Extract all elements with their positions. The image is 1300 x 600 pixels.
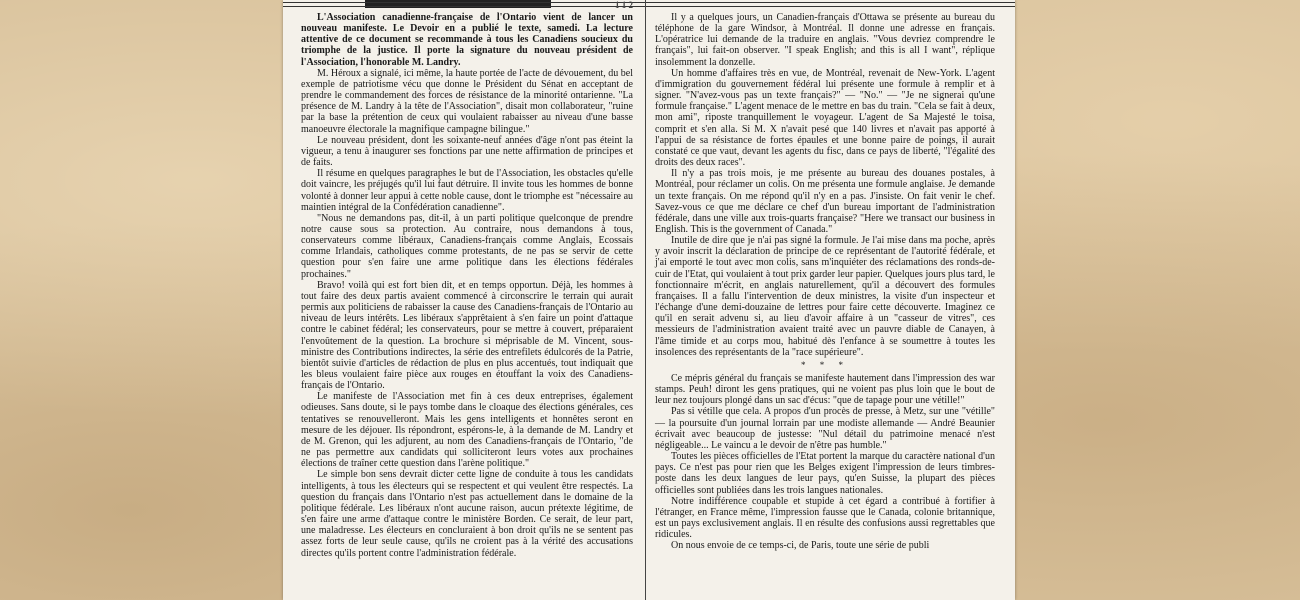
paragraph: Toutes les pièces officielles de l'Etat portent la marque du caractère national d'un pays. Ce n'est pas pour rien que les Belges exigent l'impression de leurs timbres-poste dans les deux langues de leur pays, qu'en Suisse, la plupart des pièces officielles sont publiées dans les trois langues nationales. bbox=[655, 451, 995, 496]
paragraph: Il y a quelques jours, un Canadien-français d'Ottawa se présente au bureau du téléphone de la gare Windsor, à Montréal. Il donne une adresse en français. L'opératrice lui demande de la traduire en anglais. "Vous devriez comprendre le français", lui fait-on observer. "I speak English; and this is all I want", réplique insolemment la donzelle. bbox=[655, 12, 995, 68]
section-separator: * * * bbox=[801, 359, 849, 370]
paragraph: Le simple bon sens devrait dicter cette ligne de conduite à tous les candidats intelligents, à tous les électeurs qui se respectent et qui veulent être respectés. La question du français dans l'Ontario n'est pas actuellement dans le domaine de la politique fédérale. Les libéraux n'ont aucune raison, aucun prétexte légitime, de s'en faire une arme d'attaque contre le ministère Borden. Ce serait, de leur part, une maladresse. Les électeurs en concluraient à bon droit qu'ils ne se sentent pas assez forts de leur seule cause, qu'ils ne croient pas à la vérité des accusations directes qu'ils portent contre l'administration fédérale. bbox=[301, 469, 633, 559]
paragraph: Ce mépris général du français se manifeste hautement dans l'impression des war stamps. Peuh! diront les gens pratiques, qui ne voient pas plus loin que le bout de leur nez toujours plongé dans un sac d'écus: "que de tapage pour une vétille!" bbox=[655, 373, 995, 407]
paragraph: M. Héroux a signalé, ici même, la haute portée de l'acte de dévouement, du bel exemple de patriotisme vécu que donne le Président du Sénat en acceptant de prendre le commandement des forces de résistance de la minorité ontarienne. "La présence de M. Landry à la tête de l'Association", disait mon collaborateur, "ruine par la base la prétention de ceux qui voulaient rabaisser au niveau d'une basse manoeuvre électorale la magnifique campagne bilingue." bbox=[301, 67, 633, 135]
newspaper-clipping bbox=[283, 0, 1015, 600]
column-divider bbox=[645, 0, 646, 600]
paragraph: L'Association canadienne-française de l'Ontario vient de lancer un nouveau manifeste. Le Devoir en a publié le texte, samedi. La lecture attentive de ce document se recommande à tous les Canadiens soucieux du triomphe de la justice. Il porte la signature du nouveau président de l'Association, l'honorable M. Landry. bbox=[301, 12, 633, 68]
paragraph: Bravo! voilà qui est fort bien dit, et en temps opportun. Déjà, les hommes à tout faire des deux partis avaient commencé à circonscrire le terrain qui aurait permis aux politiciens de rabaisser la cause des Canadiens-français de l'Ontario au niveau de leurs intérêts. Les libéraux s'apprêtaient à s'en faire un point d'attaque contre le cabinet fédéral; les conservateurs, pour se mettre à couvert, préparaient l'envoûtement de la question. La brochure si méprisable de M. Vincent, sous-ministre des Contributions indirectes, la série des entrefilets édulcorés de la Patrie, bientôt suivie d'articles de rédaction de plus en plus accentués, tout indiquait que les bleus voulaient faire pièce aux rouges en étouffant la voix des Canadiens-français de l'Ontario. bbox=[301, 279, 633, 392]
left-column bbox=[301, 12, 633, 559]
paragraph: Un homme d'affaires très en vue, de Montréal, revenait de New-York. L'agent d'immigration du gouvernement fédéral lui présente une formule à remplir et à signer. "N'avez-vous pas un texte français?" — "No." — "Je ne signerai qu'une formule française." L'agent menace de le mettre en bas du train. "Cela se fait à deux, mon ami", riposte tranquillement le voyageur. L'agent de Sa Majesté le toisa, comprit et s'en alla. Si M. X n'avait pesé que 140 livres et n'avait pas apporté à l'appui de sa résistance de fortes épaules et une bonne paire de poings, il aurait constaté ce que vaut, devant les agents du fisc, dans ce pays de liberté, "l'égalité des droits des deux races". bbox=[655, 67, 995, 169]
paragraph: Pas si vétille que cela. A propos d'un procès de presse, à Metz, sur une "vétille" — la poursuite d'un journal lorrain par une modiste allemande — André Beaunier écrivait avec beaucoup de justesse: "Nul détail du patrimoine menacé n'est négligeable... Le vaincu a le devoir de n'être pas humble." bbox=[655, 406, 995, 451]
right-column bbox=[655, 12, 995, 552]
paragraph: Il résume en quelques paragraphes le but de l'Association, les obstacles qu'elle doit vaincre, les préjugés qu'il lui faut détruire. Il invite tous les hommes de bonne volonté à donner leur appui à cette noble cause, dont le triomphe est "nécessaire au maintien intégral de la Confédération canadienne". bbox=[301, 168, 634, 213]
paragraph: Notre indifférence coupable et stupide à cet égard a contribué à fortifier à l'étranger, en France même, l'impression fausse que le Canada, colonie britannique, est un pays exclusivement anglais. Il en résulte des confusions aussi regrettables que ridicules. bbox=[655, 495, 995, 541]
page-marker: 1 1 2 bbox=[615, 0, 633, 10]
paragraph: Le nouveau président, dont les soixante-neuf années d'âge n'ont pas éteint la vigueur, a tenu à inaugurer ses fonctions par une nette affirmation de principes et de faits. bbox=[301, 134, 633, 169]
paragraph: "Nous ne demandons pas, dit-il, à un parti politique quelconque de prendre notre cause sous sa protection. Au contraire, nous demandons à tous, conservateurs comme libéraux, Canadiens-français comme Anglais, Ecossais comme Irlandais, catholiques comme protestants, de ne pas se servir de cette question pour s'en faire une arme politique dans les élections fédérales prochaines." bbox=[301, 212, 633, 280]
paragraph: Inutile de dire que je n'ai pas signé la formule. Je l'ai mise dans ma poche, après y avoir inscrit la déclaration de principe de ce représentant de l'autorité fédérale, et j'ai emporté le tout avec mon colis, sans m'inquiéter des réclamations des ronds-de-cuir de l'Etat, qui voulaient à tout prix garder leur papier. Quelques jours plus tard, le fonctionnaire m'écrit, en anglais naturellement, qu'il a découvert des formules françaises. Il a fallu l'intervention de deux ministres, la visite d'un inspecteur et l'échange d'une demi-douzaine de lettres pour faire cette découverte. Imaginez ce qu'il en serait advenu si, au lieu d'avoir affaire à un "casseur de vitres", ces messieurs de l'administration avaient traité avec un pauvre diable de Canayen, à l'âme timide et au corps mou, habitué dès l'enfance à se soumettre à toutes les insolences des représentants de la "race supérieure". bbox=[655, 235, 995, 358]
paragraph: On nous envoie de ce temps-ci, de Paris, toute une série de publi bbox=[671, 540, 930, 552]
paragraph: Le manifeste de l'Association met fin à ces deux entreprises, également odieuses. Sans doute, si le pays tombe dans le cloaque des élections générales, ces tentatives se renouvelleront. Mais les gens intelligents et honnêtes seront en mesure de les déjouer. Ils répondront, espérons-le, à la demande de M. Landry et de M. Grenon, qui les adjurent, au nom des Canadiens-français de l'Ontario, "de ne pas permettre aux candidats qui solliciteront leurs votes aux prochaines élections de traîner cette question dans l'arène politique." bbox=[301, 391, 633, 470]
paragraph: Il n'y a pas trois mois, je me présente au bureau des douanes postales, à Montréal, pour réclamer un colis. On me présenta une formule anglaise. Je demande un texte français. On me répond qu'il n'y en a pas. J'insiste. On fait venir le chef. Savez-vous ce que me déclare ce chef d'un bureau important de l'administration fédérale, dans une ville aux trois-quarts française? "Here we transact our business in English. This is the government of Canada." bbox=[655, 168, 995, 235]
top-rule bbox=[283, 2, 1015, 7]
